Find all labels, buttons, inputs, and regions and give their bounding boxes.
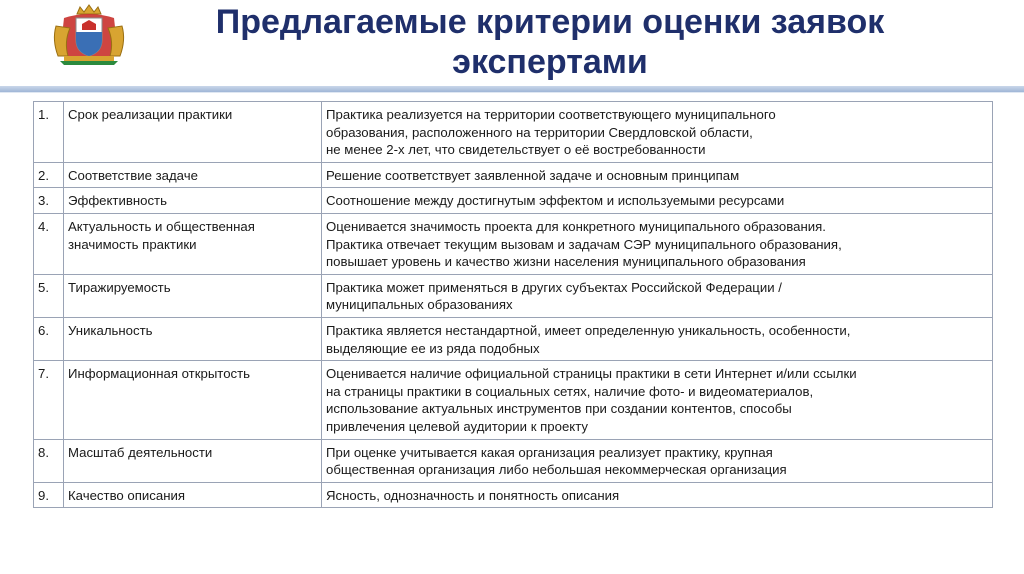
criterion-name: Тиражируемость: [64, 274, 322, 317]
criterion-description: [322, 317, 993, 360]
description-line: Практика является нестандартной, имеет определенную уникальность, особенности,: [326, 322, 851, 338]
description-line: муниципальных образованиях: [326, 297, 513, 313]
table-row: [34, 482, 993, 508]
description-line: использование актуальных инструментов при создании контентов, способы: [326, 401, 792, 417]
criterion-description: [322, 188, 993, 214]
description-line: Практика может применяться в других субъектах Российской Федерации /: [326, 279, 782, 295]
criterion-number: 8.: [34, 439, 64, 482]
criterion-description: [322, 213, 993, 274]
criterion-number: 7.: [34, 361, 64, 439]
criterion-name: Уникальность: [64, 317, 322, 360]
criterion-number: 6.: [34, 317, 64, 360]
description-line: на страницы практики в социальных сетях, наличие фото- и видеоматериалов,: [326, 383, 814, 399]
criterion-name: Срок реализации практики: [64, 102, 322, 163]
description-line: Ясность, однозначность и понятность описания: [326, 487, 620, 503]
description-line: Практика отвечает текущим вызовам и задачам СЭР муниципального образования,: [326, 236, 842, 252]
description-line: привлечения целевой аудитории к проекту: [326, 418, 588, 434]
description-line: Соотношение между достигнутым эффектом и используемыми ресурсами: [326, 193, 785, 209]
table-row: [34, 102, 993, 163]
criterion-description: [322, 274, 993, 317]
description-line: Оценивается значимость проекта для конкретного муниципального образования.: [326, 218, 826, 234]
table-row: [34, 361, 993, 439]
criterion-description: [322, 482, 993, 508]
criterion-name: Эффективность: [64, 188, 322, 214]
criterion-name: Актуальность и общественная значимость практики: [64, 213, 322, 274]
description-line: образования, расположенного на территории Свердловской области,: [326, 124, 753, 140]
criterion-number: 5.: [34, 274, 64, 317]
criterion-description: [322, 102, 993, 163]
description-line: общественная организация либо небольшая некоммерческая организация: [326, 462, 787, 478]
criteria-table: [33, 101, 993, 508]
table-row: [34, 188, 993, 214]
description-line: повышает уровень и качество жизни населения муниципального образования: [326, 254, 806, 270]
page-title: [150, 2, 950, 82]
header-divider-light: [0, 92, 1024, 93]
criterion-number: 3.: [34, 188, 64, 214]
description-line: не менее 2-х лет, что свидетельствует о её востребованности: [326, 142, 706, 158]
description-line: выделяющие ее из ряда подобных: [326, 340, 540, 356]
criterion-name: Соответствие задаче: [64, 162, 322, 188]
criterion-number: 1.: [34, 102, 64, 163]
criterion-number: 4.: [34, 213, 64, 274]
criterion-number: 9.: [34, 482, 64, 508]
title-line-2: экспертами: [452, 43, 648, 81]
coat-of-arms-icon: [50, 4, 128, 66]
criterion-name: Информационная открытость: [64, 361, 322, 439]
criterion-name: Качество описания: [64, 482, 322, 508]
description-line: Практика реализуется на территории соответствующего муниципального: [326, 107, 776, 122]
description-line: При оценке учитывается какая организация реализует практику, крупная: [326, 444, 773, 460]
criterion-description: [322, 162, 993, 188]
description-line: Оценивается наличие официальной страницы практики в сети Интернет и/или ссылки: [326, 366, 857, 382]
criterion-description: [322, 439, 993, 482]
table-row: [34, 213, 993, 274]
description-line: Решение соответствует заявленной задаче и основным принципам: [326, 167, 740, 183]
table-row: [34, 274, 993, 317]
criterion-description: [322, 361, 993, 439]
title-line-1: Предлагаемые критерии оценки заявок: [215, 3, 885, 41]
table-row: [34, 162, 993, 188]
criterion-name: Масштаб деятельности: [64, 439, 322, 482]
table-row: [34, 317, 993, 360]
criterion-number: 2.: [34, 162, 64, 188]
table-row: [34, 439, 993, 482]
